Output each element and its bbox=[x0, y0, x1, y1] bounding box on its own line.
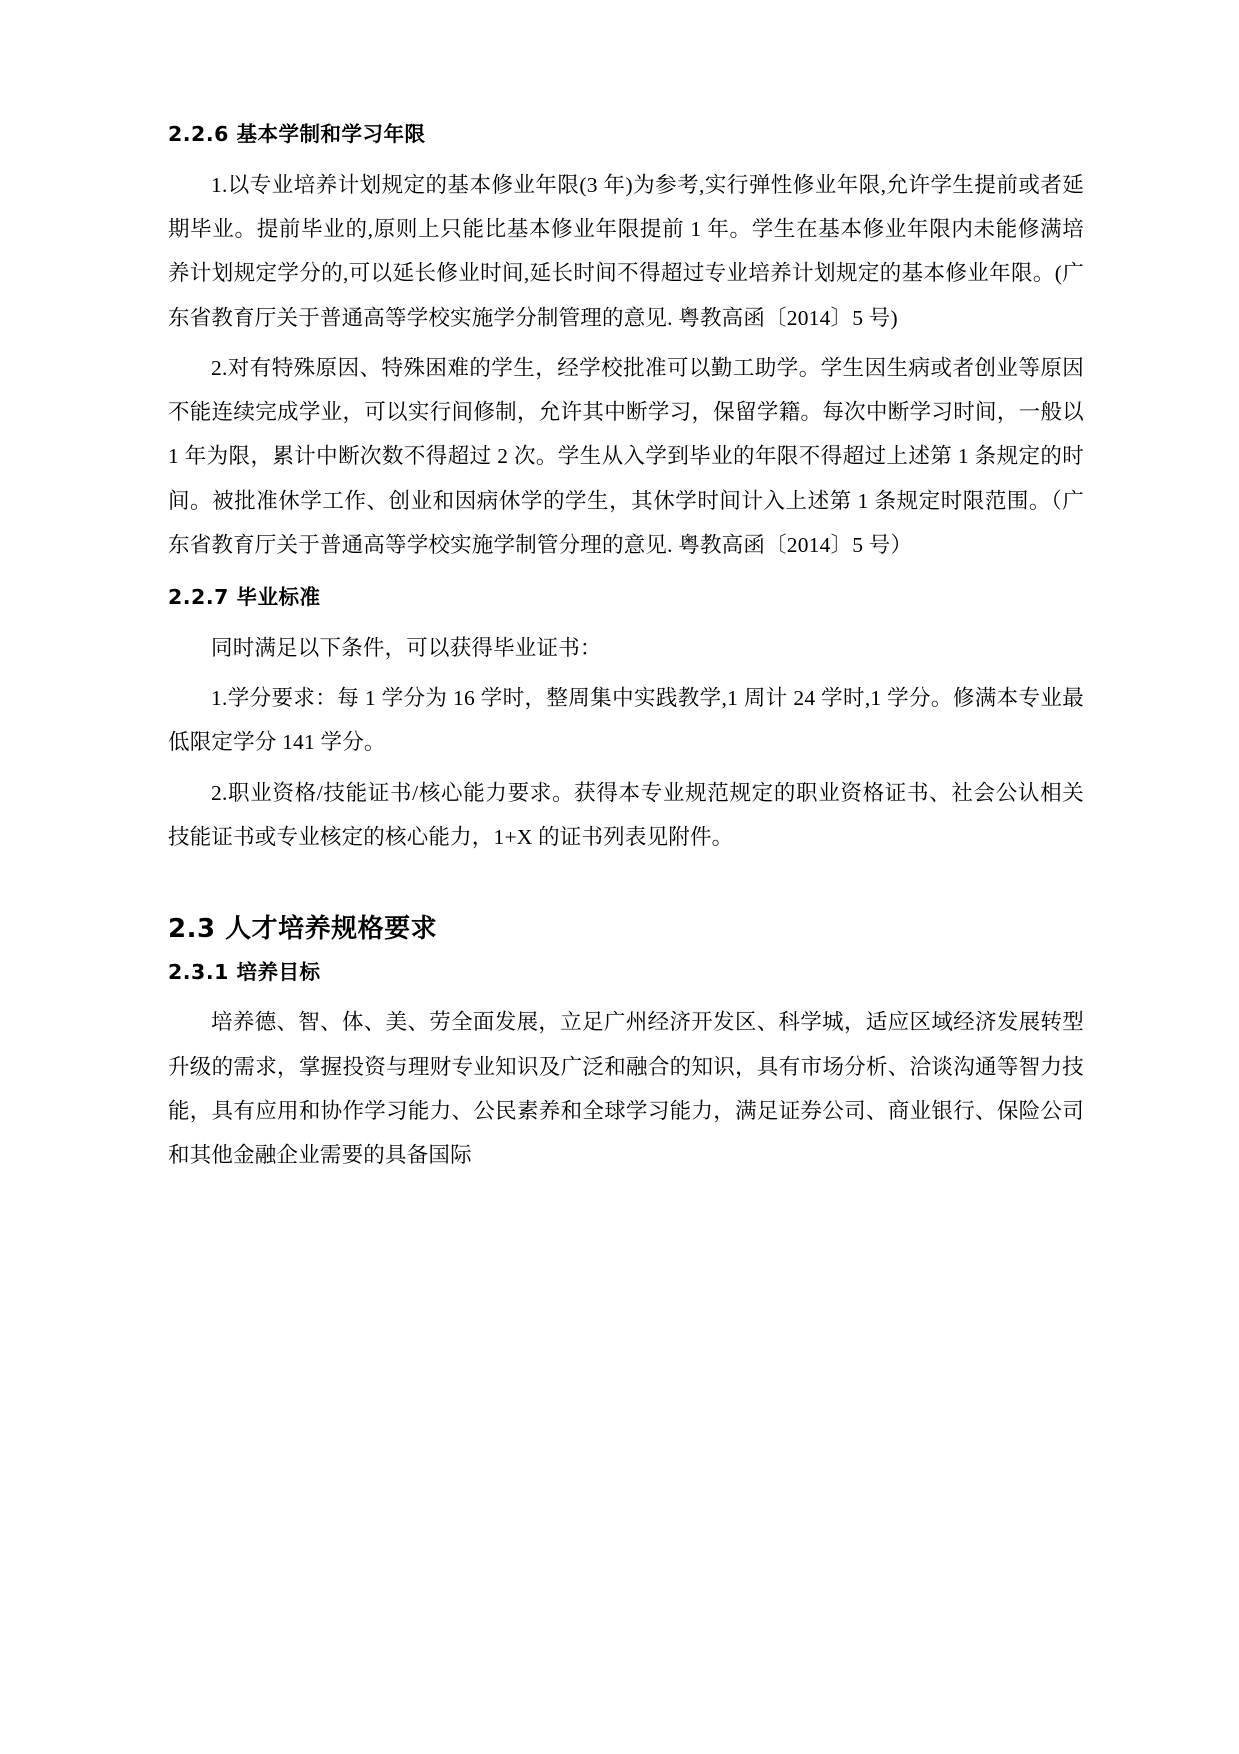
section-heading-2-2-7: 2.2.7 毕业标准 bbox=[168, 585, 321, 610]
paragraph: 同时满足以下条件，可以获得毕业证书： bbox=[211, 635, 602, 660]
section-heading-2-3: 2.3 人才培养规格要求 bbox=[168, 914, 438, 945]
paragraph: 2.对有特殊原因、特殊困难的学生，经学校批准可以勤工助学。学生因生病或者创业等原因不能连续完成学业，可以实行间修制，允许其中断学习，保留学籍。每次中断学习时间，一般以 1 年为限，累计中断次数不得超过 2 次。学生从入学到毕业的年限不得超过上述第 1 条规定的时间。被批准休学工作、创业和因病休学的学生，其休学时间计入上述第 1 条规定时限范围。（广东省教育厅关于普通高等学校实施学制管分理的意见. 粤教高函〔2014〕5 号） bbox=[168, 355, 1084, 557]
paragraph: 1.以专业培养计划规定的基本修业年限(3 年)为参考,实行弹性修业年限,允许学生提前或者延期毕业。提前毕业的,原则上只能比基本修业年限提前 1 年。学生在基本修业年限内未能修满培养计划规定学分的,可以延长修业时间,延长时间不得超过专业培养计划规定的基本修业年限。(广东省教育厅关于普通高等学校实施学分制管理的意见. 粤教高函〔2014〕5 号) bbox=[168, 172, 1084, 330]
paragraph: 2.职业资格/技能证书/核心能力要求。获得本专业规范规定的职业资格证书、社会公认相关技能证书或专业核定的核心能力，1+X 的证书列表见附件。 bbox=[168, 780, 1084, 850]
paragraph: 1.学分要求：每 1 学分为 16 学时，整周集中实践教学,1 周计 24 学时,1 学分。修满本专业最低限定学分 141 学分。 bbox=[168, 686, 1084, 755]
spacer bbox=[168, 865, 1084, 911]
spacer bbox=[168, 573, 1084, 583]
paragraph: 培养德、智、体、美、劳全面发展，立足广州经济开发区、科学城，适应区域经济发展转型升级的需求，掌握投资与理财专业知识及广泛和融合的知识，具有市场分析、洽谈沟通等智力技能，具有应用和协作学习能力、公民素养和全球学习能力，满足证券公司、商业银行、保险公司和其他金融企业需要的具备国际 bbox=[168, 1010, 1084, 1168]
document-body bbox=[168, 120, 1084, 1178]
section-heading-2-3-1: 2.3.1 培养目标 bbox=[168, 959, 321, 984]
section-heading-2-2-6: 2.2.6 基本学制和学习年限 bbox=[168, 122, 426, 146]
